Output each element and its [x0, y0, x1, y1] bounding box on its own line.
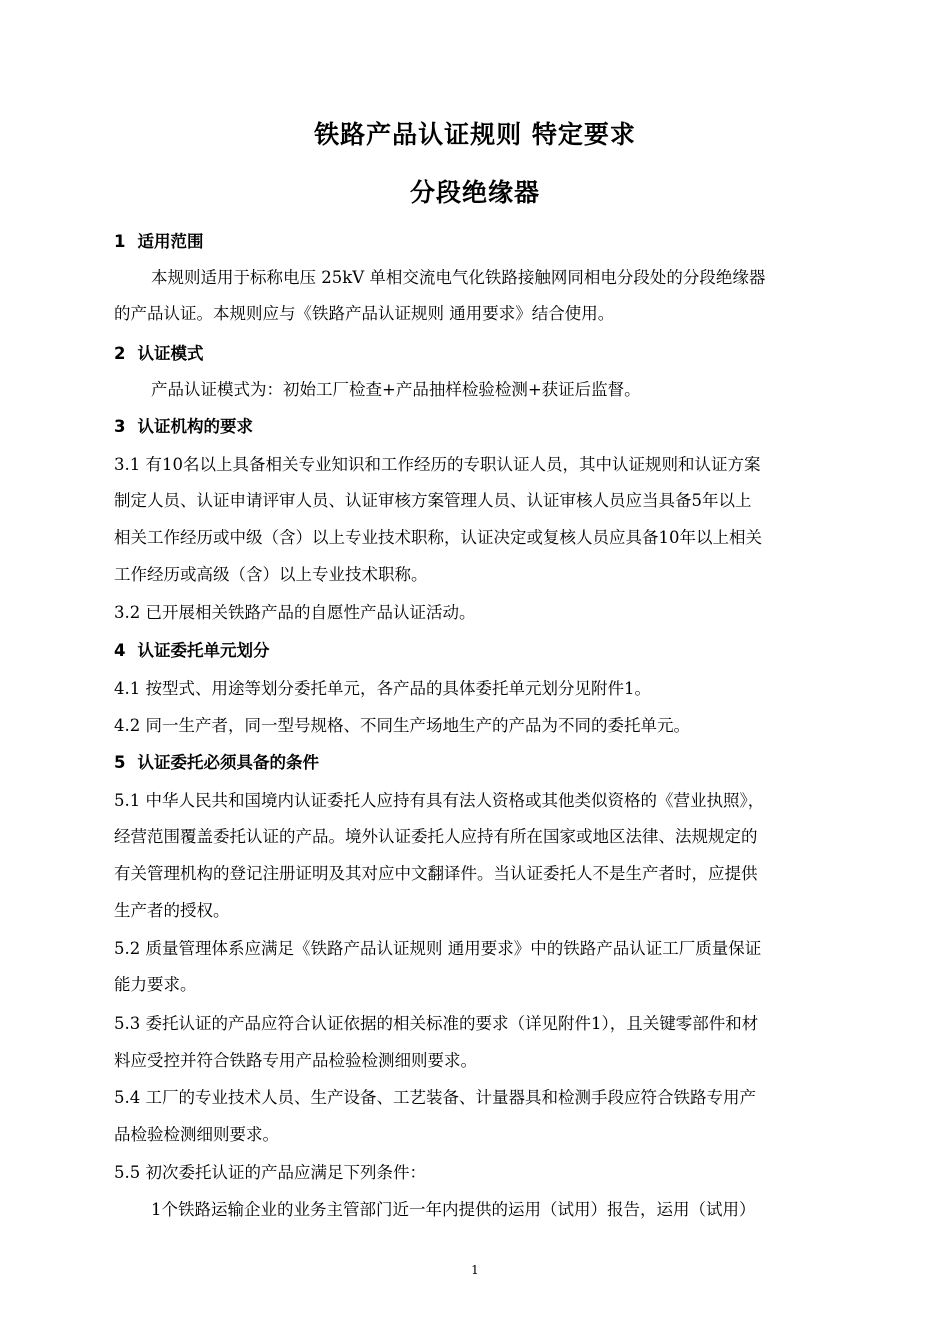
- paragraph-line: 本规则适用于标称电压 25kV 单相交流电气化铁路接触网同相电分段处的分段绝缘器: [151, 268, 766, 287]
- paragraph-line: 工作经历或高级（含）以上专业技术职称。: [114, 565, 428, 584]
- page-number: 1: [471, 1263, 479, 1277]
- paragraph-line: 4.1 按型式、用途等划分委托单元，各产品的具体委托单元划分见附件1。: [114, 679, 651, 698]
- paragraph-line: 3.2 已开展相关铁路产品的自愿性产品认证活动。: [114, 603, 476, 622]
- paragraph-line: 5.5 初次委托认证的产品应满足下列条件：: [114, 1163, 426, 1182]
- document-title: 铁路产品认证规则 特定要求: [314, 120, 636, 149]
- paragraph-line: 生产者的授权。: [114, 901, 230, 920]
- section-2-heading: [114, 340, 203, 364]
- section-number: 3: [114, 417, 126, 436]
- paragraph-line: 1个铁路运输企业的业务主管部门近一年内提供的运用（试用）报告，运用（试用）: [151, 1200, 756, 1219]
- paragraph-line: 产品认证模式为：初始工厂检查+产品抽样检验检测+获证后监督。: [151, 380, 641, 399]
- paragraph-line: 有关管理机构的登记注册证明及其对应中文翻译件。当认证委托人不是生产者时，应提供: [114, 864, 758, 883]
- section-5-heading: [114, 749, 319, 773]
- section-number: 1: [114, 232, 126, 251]
- section-4-heading: [114, 637, 269, 661]
- paragraph-line: 的产品认证。本规则应与《铁路产品认证规则 通用要求》结合使用。: [114, 304, 615, 323]
- section-title: 认证委托单元划分: [137, 641, 270, 660]
- paragraph-line: 3.1 有10名以上具备相关专业知识和工作经历的专职认证人员，其中认证规则和认证方案: [114, 455, 761, 474]
- section-number: 4: [114, 641, 126, 660]
- section-number: 5: [114, 753, 126, 772]
- section-1-heading: [114, 228, 203, 252]
- paragraph-line: 5.2 质量管理体系应满足《铁路产品认证规则 通用要求》中的铁路产品认证工厂质量保证: [114, 939, 762, 958]
- paragraph-line: 能力要求。: [114, 975, 197, 994]
- paragraph-line: 4.2 同一生产者，同一型号规格、不同生产场地生产的产品为不同的委托单元。: [114, 716, 690, 735]
- paragraph-line: 料应受控并符合铁路专用产品检验检测细则要求。: [114, 1051, 477, 1070]
- paragraph-line: 5.1 中华人民共和国境内认证委托人应持有具有法人资格或其他类似资格的《营业执照》，: [114, 791, 765, 810]
- paragraph-line: 经营范围覆盖委托认证的产品。境外认证委托人应持有所在国家或地区法律、法规规定的: [114, 827, 758, 846]
- section-title: 认证机构的要求: [137, 417, 253, 436]
- paragraph-line: 5.4 工厂的专业技术人员、生产设备、工艺装备、计量器具和检测手段应符合铁路专用产: [114, 1088, 756, 1107]
- paragraph-line: 品检验检测细则要求。: [114, 1125, 279, 1144]
- document-subtitle: 分段绝缘器: [409, 178, 540, 207]
- section-title: 认证模式: [137, 344, 204, 363]
- paragraph-line: 5.3 委托认证的产品应符合认证依据的相关标准的要求（详见附件1），且关键零部件和材: [114, 1014, 759, 1033]
- paragraph-line: 相关工作经历或中级（含）以上专业技术职称，认证决定或复核人员应具备10年以上相关: [114, 528, 762, 547]
- section-3-heading: [114, 413, 253, 437]
- section-number: 2: [114, 344, 126, 363]
- section-title: 认证委托必须具备的条件: [137, 753, 319, 772]
- paragraph-line: 制定人员、认证申请评审人员、认证审核方案管理人员、认证审核人员应当具备5年以上: [114, 491, 752, 510]
- section-title: 适用范围: [137, 232, 204, 251]
